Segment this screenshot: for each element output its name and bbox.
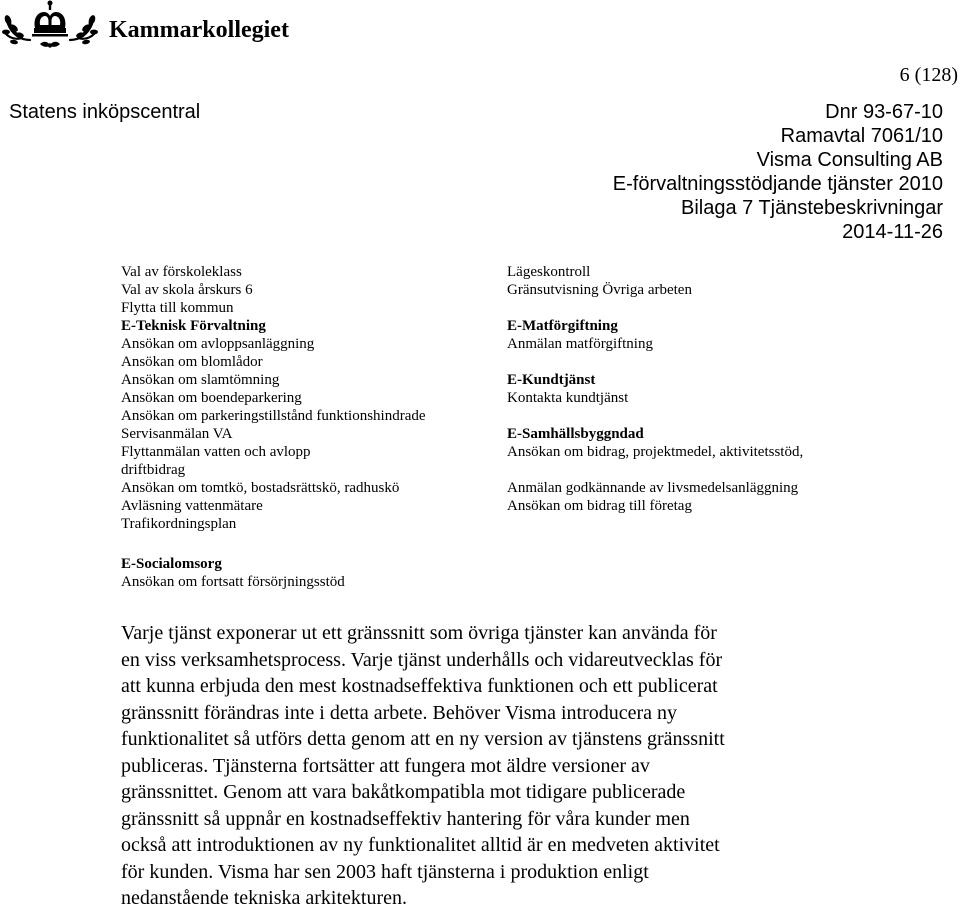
paragraph-line: för kunden. Visma har sen 2003 haft tjänsterna i produktion enligt: [121, 860, 649, 883]
service-list-right: [507, 263, 803, 515]
paragraph-line: också att introduktionen av ny funktionalitet alltid är en medveten aktivitet: [121, 834, 720, 856]
list-spacer: [507, 299, 803, 317]
department-name: Statens inköpscentral: [9, 101, 201, 123]
page-number: 6 (128): [899, 64, 958, 86]
list-item: Ansökan om boendeparkering: [121, 390, 302, 406]
section-heading: E-Samhällsbyggndad: [507, 426, 644, 442]
list-item: Kontakta kundtjänst: [507, 390, 629, 406]
list-item: Servisanmälan VA: [121, 426, 233, 442]
service-list-left: [121, 263, 426, 533]
list-item: Lägeskontroll: [507, 264, 591, 280]
list-item: Flyttanmälan vatten och avlopp: [121, 444, 311, 460]
framework-agreement: Ramavtal 7061/10: [780, 125, 943, 147]
paragraph-line: gränssnittet. Genom att vara bakåtkompatibla mot tidigare publicerade: [121, 781, 686, 803]
paragraph-line: gränssnitt förändras inte i detta arbete. Behöver Visma introducera ny: [121, 701, 678, 724]
list-item: Ansökan om avloppsanläggning: [121, 336, 315, 352]
list-item: Ansökan om fortsatt försörjningsstöd: [121, 574, 345, 590]
document-meta: [613, 100, 943, 244]
list-item: Anmälan matförgiftning: [507, 336, 653, 352]
list-item: Ansökan om blomlådor: [121, 354, 263, 370]
agreement-title: E-förvaltningsstödjande tjänster 2010: [612, 173, 943, 195]
list-item: Val av skola årskurs 6: [121, 282, 253, 298]
list-item: Val av förskoleklass: [121, 264, 242, 280]
section-heading: E-Kundtjänst: [507, 372, 596, 388]
paragraph-line: en viss verksamhetsprocess. Varje tjänst underhålls och vidareutvecklas för: [121, 648, 723, 671]
body-paragraph: [121, 620, 841, 912]
section-heading: E-Teknisk Förvaltning: [121, 318, 266, 334]
list-item: Gränsutvisning Övriga arbeten: [507, 282, 692, 298]
organization-name: Kammarkollegiet: [109, 17, 289, 43]
list-item: Trafikordningsplan: [121, 516, 237, 532]
section-heading: E-Socialomsorg: [121, 556, 222, 572]
paragraph-line: publiceras. Tjänsterna fortsätter att fungera mot äldre versioner av: [121, 754, 650, 777]
diary-number: Dnr 93-67-10: [825, 101, 943, 123]
service-list-social: [121, 555, 345, 591]
supplier-name: Visma Consulting AB: [756, 149, 943, 171]
list-item: driftbidrag: [121, 462, 186, 478]
list-item: Flytta till kommun: [121, 300, 234, 316]
paragraph-line: gränssnitt så uppnår en kostnadseffektiv hantering för våra kunder men: [121, 807, 690, 830]
appendix-title: Bilaga 7 Tjänstebeskrivningar: [680, 197, 943, 219]
paragraph-line: nedanstående tekniska arkitekturen.: [121, 887, 407, 909]
list-item: Avläsning vattenmätare: [121, 498, 263, 514]
list-item: Anmälan godkännande av livsmedelsanläggning: [507, 480, 799, 496]
list-item: Ansökan om slamtömning: [121, 372, 280, 388]
list-item: Ansökan om bidrag till företag: [507, 498, 692, 514]
crown-logo: [2, 0, 98, 52]
list-item: Ansökan om parkeringstillstånd funktionshindrade: [121, 408, 426, 424]
paragraph-line: att kunna erbjuda den mest kostnadseffektiva funktionen och ett publicerat: [121, 675, 718, 697]
section-heading: E-Matförgiftning: [507, 318, 618, 334]
paragraph-line: funktionalitet så utförs detta genom att en ny version av tjänstens gränssnitt: [121, 728, 725, 750]
list-spacer: [507, 353, 803, 371]
list-item: Ansökan om tomtkö, bostadsrättskö, radhuskö: [121, 480, 400, 496]
paragraph-line: Varje tjänst exponerar ut ett gränssnitt som övriga tjänster kan använda för: [121, 622, 717, 644]
document-date: 2014-11-26: [842, 221, 943, 243]
list-item: Ansökan om bidrag, projektmedel, aktivitetsstöd,: [507, 444, 804, 460]
list-spacer: [507, 461, 803, 479]
list-spacer: [507, 407, 803, 425]
